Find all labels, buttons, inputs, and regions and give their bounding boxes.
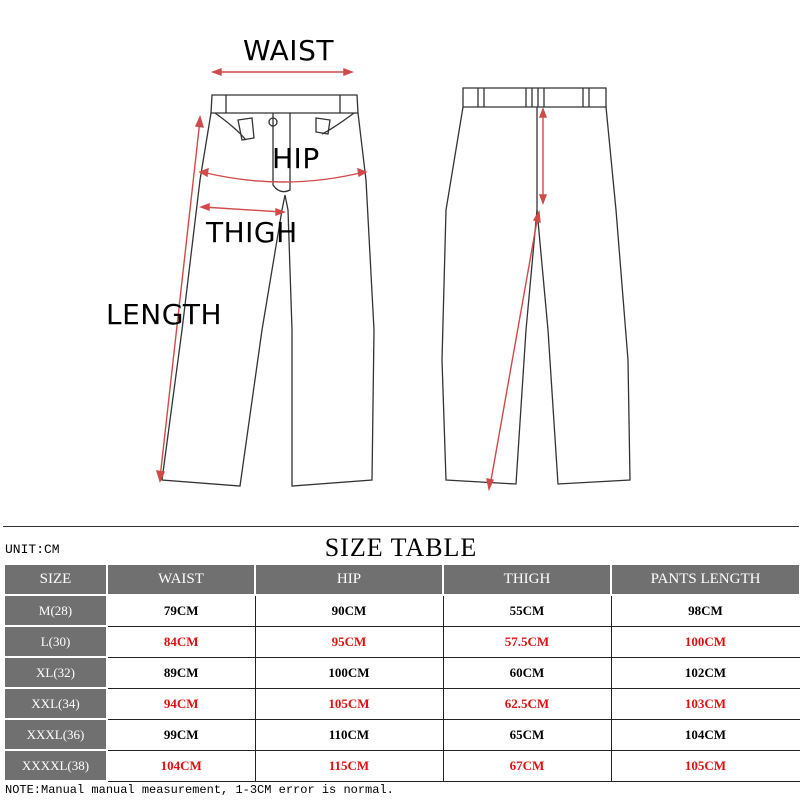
header-thigh: THIGH — [443, 564, 611, 595]
waist-cell: 99CM — [107, 719, 255, 750]
waist-cell: 104CM — [107, 750, 255, 781]
waist-label: WAIST — [243, 34, 334, 67]
length-cell: 105CM — [611, 750, 800, 781]
thigh-cell: 60CM — [443, 657, 611, 688]
hip-label: HIP — [272, 142, 320, 175]
size-cell: XXL(34) — [4, 688, 107, 719]
thigh-cell: 67CM — [443, 750, 611, 781]
thigh-cell: 65CM — [443, 719, 611, 750]
length-cell: 98CM — [611, 595, 800, 626]
thigh-cell: 55CM — [443, 595, 611, 626]
front-pants-drawing — [162, 95, 374, 486]
length-cell: 103CM — [611, 688, 800, 719]
header-waist: WAIST — [107, 564, 255, 595]
table-row — [4, 750, 800, 781]
hip-cell: 95CM — [255, 626, 443, 657]
waist-cell: 89CM — [107, 657, 255, 688]
size-cell: XXXL(36) — [4, 719, 107, 750]
hip-cell: 90CM — [255, 595, 443, 626]
header-hip: HIP — [255, 564, 443, 595]
header-size: SIZE — [4, 564, 107, 595]
size-cell: M(28) — [4, 595, 107, 626]
length-label: LENGTH — [106, 298, 223, 331]
size-cell: XL(32) — [4, 657, 107, 688]
back-pants-drawing — [442, 88, 630, 484]
table-row — [4, 657, 800, 688]
table-row — [4, 688, 800, 719]
hip-cell: 100CM — [255, 657, 443, 688]
length-cell: 102CM — [611, 657, 800, 688]
length-cell: 104CM — [611, 719, 800, 750]
length-cell: 100CM — [611, 626, 800, 657]
table-row — [4, 719, 800, 750]
size-table-section — [3, 526, 799, 801]
waist-cell: 94CM — [107, 688, 255, 719]
size-cell: XXXXL(38) — [4, 750, 107, 781]
size-cell: L(30) — [4, 626, 107, 657]
thigh-label: THIGH — [206, 216, 298, 249]
waist-cell: 84CM — [107, 626, 255, 657]
size-table — [3, 563, 800, 782]
unit-label: UNIT:CM — [5, 542, 60, 557]
size-table-title: SIZE TABLE — [324, 533, 478, 562]
waist-cell: 79CM — [107, 595, 255, 626]
hip-cell: 105CM — [255, 688, 443, 719]
table-header-row — [4, 564, 800, 595]
table-row — [4, 595, 800, 626]
hip-cell: 110CM — [255, 719, 443, 750]
thigh-cell: 57.5CM — [443, 626, 611, 657]
table-row — [4, 626, 800, 657]
thigh-cell: 62.5CM — [443, 688, 611, 719]
hip-cell: 115CM — [255, 750, 443, 781]
header-pants-length: PANTS LENGTH — [611, 564, 800, 595]
measurement-note: NOTE:Manual manual measurement, 1-3CM error is normal. — [5, 783, 394, 797]
